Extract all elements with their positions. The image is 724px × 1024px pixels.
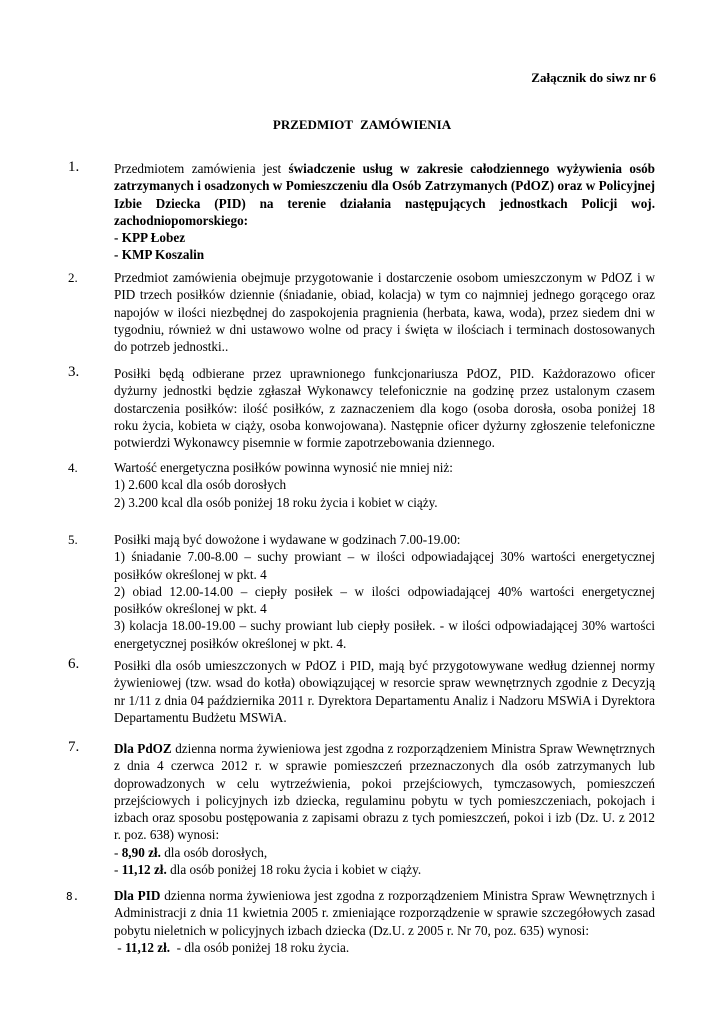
item-number: 4.	[68, 460, 78, 475]
item-text: Dla PID dzienna norma żywieniowa jest zgodna z rozporządzeniem Ministra Spraw Wewnętrznych i Administracji z dnia 11 kwietnia 2005 r. zmieniające rozporządzenie w sprawie szczegółowych zasad pobytu nieletnich w policyjnych izbach dziecka (Dz.U. z 2005 r. Nr 70, poz. 635) wynosi:	[114, 888, 655, 938]
item-number: 8.	[66, 890, 80, 903]
item-number: 3.	[68, 364, 80, 380]
item-text: Posiłki mają być dowożone i wydawane w godzinach 7.00-19.00:	[114, 532, 461, 547]
annex-label: Załącznik do siwz nr 6	[531, 70, 656, 85]
item-number: 7.	[68, 739, 80, 755]
rate-line: - 11,12 zł. - dla osób poniżej 18 roku życia.	[114, 939, 350, 955]
list-item-7	[68, 739, 655, 878]
list-item-5	[68, 531, 655, 652]
item-text: Przedmiotem zamówienia jest świadczenie usług w zakresie całodziennego wyżywienia osób zatrzymanych i osadzonych w Pomieszczeniu dla Osób Zatrzymanych (PdOZ) oraz w Policyjnej Izbie Dziecka (PID) na terenie działania następujących jednostkach Policji woj. zachodniopomorskiego:	[114, 161, 656, 228]
unit-kpp-lobez: - KPP Łobez	[114, 230, 186, 246]
rate-line: - 8,90 zł. dla osób dorosłych,	[114, 844, 268, 860]
item-subline: 2) 3.200 kcal dla osób poniżej 18 roku życia i kobiet w ciąży.	[114, 494, 438, 510]
item-text: Posiłki będą odbierane przez uprawnionego funkcjonariusza PdOZ, PID. Każdorazowo oficer dyżurny jednostki będzie zgłaszał Wykonawcy telefonicznie na godzinę przez ustalonym czasem dostarczenia posiłków: ilość posiłków, z zaznaczeniem dla kogo (osoba dorosła, osoba poniżej 18 roku życia, kobieta w ciąży, osoba konwojowana). Następnie oficer dyżurny zgłoszenie telefoniczne potwierdzi Wykonawcy pisemnie w formie zapotrzebowania dziennego.	[114, 366, 655, 451]
list-item-4	[68, 459, 655, 511]
list-item-3	[68, 364, 655, 451]
item-subline: 2) obiad 12.00-14.00 – ciepły posiłek – w ilości odpowiadającej 40% wartości energetycznej posiłków określonej w pkt. 4	[114, 583, 655, 617]
list-item-2	[68, 269, 655, 355]
list-item-1	[68, 159, 656, 264]
item-text: Przedmiot zamówienia obejmuje przygotowanie i dostarczenie osobom umieszczonym w PdOZ i w PID trzech posiłków dziennie (śniadanie, obiad, kolacja) w tym co najmniej jednego gorącego oraz napojów w ilości niezbędnej do zaspokojenia pragnienia (herbata, kawa, woda), przez siedem dni w tygodniu, również w dni ustawowo wolne od pracy i święta w ilościach i terminach dostosowanych do potrzeb jednostki..	[114, 270, 655, 355]
rate-line: - 11,12 zł. dla osób poniżej 18 roku życia i kobiet w ciąży.	[114, 862, 422, 878]
list-item-8	[66, 887, 655, 956]
item-text: Posiłki dla osób umieszczonych w PdOZ i PID, mają być przygotowywane według dziennej normy żywieniowej (tzw. wsad do kotła) obowiązującej w resorcie spraw wewnętrznych zgodnie z Decyzją nr 1/11 z dnia 04 października 2011 r. Dyrektora Departamentu Analiz i Nadzoru MSWiA i Dyrektora Departamentu Budżetu MSWiA.	[114, 658, 655, 725]
item-number: 1.	[68, 159, 80, 175]
item-number: 5.	[68, 532, 78, 547]
unit-kmp-koszalin: - KMP Koszalin	[114, 247, 205, 263]
item-subline: 3) kolacja 18.00-19.00 – suchy prowiant lub ciepły posiłek. - w ilości odpowiadającej 30% wartości energetycznej posiłków określonej w pkt. 4.	[114, 618, 655, 651]
item-text: Wartość energetyczna posiłków powinna wynosić nie mniej niż:	[114, 460, 453, 475]
item-subline: 1) 2.600 kcal dla osób dorosłych	[114, 477, 287, 493]
item-number: 2.	[68, 270, 78, 285]
item-text: Dla PdOZ dzienna norma żywieniowa jest zgodna z rozporządzeniem Ministra Spraw Wewnętrznych z dnia 4 czerwca 2012 r. w sprawie pomieszczeń przeznaczonych dla osób zatrzymanych lub doprowadzonych w celu wytrzeźwienia, pokoi przejściowych, tymczasowych, pomieszczeń przejściowych i policyjnych izb dziecka, regulaminu pobytu w tych pomieszczeniach, pokojach i izbach oraz sposobu postępowania z zapisami obrazu z tych pomieszczeń, pokoi i izb (Dz. U. z 2012 r. poz. 638) wynosi:	[114, 741, 655, 843]
item-number: 6.	[68, 656, 80, 672]
list-item-6	[68, 656, 655, 726]
page-title: PRZEDMIOT ZAMÓWIENIA	[272, 117, 452, 132]
item-subline: 1) śniadanie 7.00-8.00 – suchy prowiant – w ilości odpowiadającej 30% wartości energetycznej posiłków określonej w pkt. 4	[114, 549, 655, 582]
